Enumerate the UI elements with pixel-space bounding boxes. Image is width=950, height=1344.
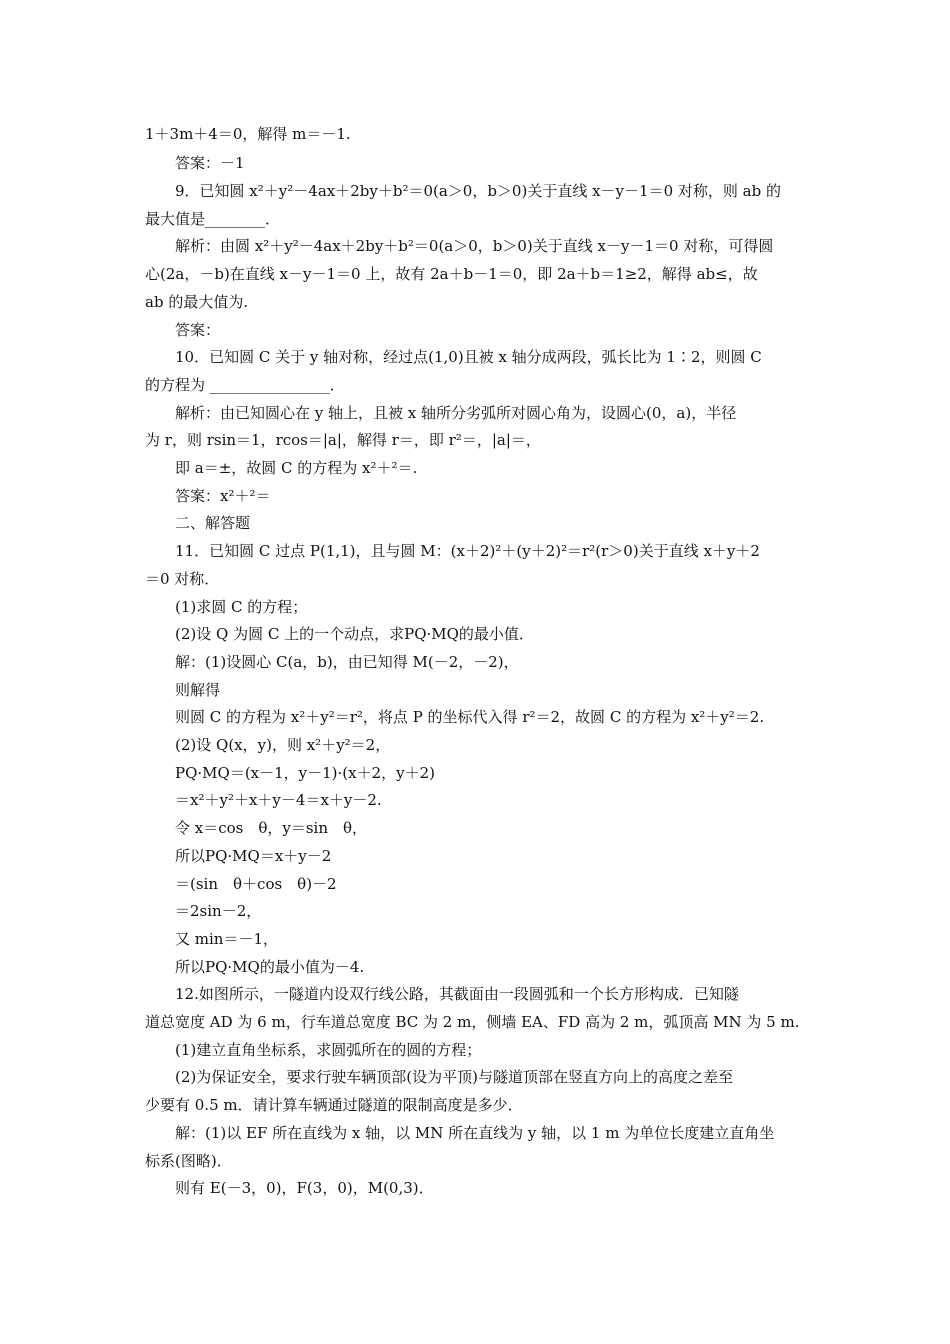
text-line: 答案：－1 (175, 154, 245, 172)
text-line: 心(2a，－b)在直线 x－y－1＝0 上，故有 2a＋b－1＝0，即 2a＋b＝1≥2，解得 ab≤，故 (145, 265, 758, 283)
text-line: ab 的最大值为. (145, 293, 249, 311)
text-line: (2)设 Q(x，y)，则 x²＋y²＝2， (175, 736, 391, 754)
text-line: ＝0 对称． (145, 570, 220, 588)
text-line: 10．已知圆 C 关于 y 轴对称，经过点(1,0)且被 x 轴分成两段，弧长比为 1∶2，则圆 C (175, 348, 762, 366)
section-heading: 二、解答题 (175, 514, 251, 532)
text-line: ＝x²＋y²＋x＋y－4＝x＋y－2. (175, 791, 382, 809)
text-line: 的方程为 ________________． (145, 376, 345, 394)
text-line: 所以PQ·MQ的最小值为－4. (175, 958, 365, 976)
text-line: 1＋3m＋4＝0，解得 m＝－1. (145, 125, 351, 143)
text-line: (2)设 Q 为圆 C 上的一个动点，求PQ·MQ的最小值． (175, 625, 534, 643)
text-line: 最大值是________． (145, 210, 281, 228)
text-line: 解：(1)设圆心 C(a，b)，由已知得 M(－2，－2)， (175, 653, 519, 671)
text-line: (2)为保证安全，要求行驶车辆顶部(设为平顶)与隧道顶部在竖直方向上的高度之差至 (175, 1068, 733, 1086)
text-line: 12.如图所示，一隧道内设双行线公路，其截面由一段圆弧和一个长方形构成．已知隧 (175, 985, 739, 1003)
text-line: 标系(图略)． (145, 1152, 232, 1170)
text-line: 为 r，则 rsin＝1，rcos＝|a|，解得 r＝，即 r²＝，|a|＝， (145, 431, 541, 449)
text-line: 解析：由圆 x²＋y²－4ax＋2by＋b²＝0(a＞0，b＞0)关于直线 x－y－1＝0 对称，可得圆 (175, 237, 774, 255)
text-line: 解：(1)以 EF 所在直线为 x 轴，以 MN 所在直线为 y 轴，以 1 m 为单位长度建立直角坐 (175, 1124, 775, 1142)
text-line: 又 min＝－1， (175, 930, 278, 948)
text-line: 则有 E(－3，0)，F(3，0)，M(0,3)． (175, 1179, 434, 1197)
text-line: (1)求圆 C 的方程； (175, 598, 308, 616)
text-line: 令 x＝cos θ，y＝sin θ， (175, 819, 368, 837)
text-line: 9．已知圆 x²＋y²－4ax＋2by＋b²＝0(a＞0，b＞0)关于直线 x－y－1＝0 对称，则 ab 的 (175, 182, 781, 200)
text-line: (1)建立直角坐标系，求圆弧所在的圆的方程； (175, 1041, 482, 1059)
text-line: 答案： (175, 321, 221, 339)
text-line: 则解得 (175, 681, 221, 699)
text-line: PQ·MQ＝(x－1，y－1)·(x＋2，y＋2) (175, 764, 436, 782)
text-line: 解析：由已知圆心在 y 轴上，且被 x 轴所分劣弧所对圆心角为，设圆心(0，a)，半径 (175, 404, 737, 422)
text-line: 11．已知圆 C 过点 P(1,1)，且与圆 M：(x＋2)²＋(y＋2)²＝r²(r＞0)关于直线 x＋y＋2 (175, 542, 760, 560)
text-line: 道总宽度 AD 为 6 m，行车道总宽度 BC 为 2 m，侧墙 EA、FD 高为 2 m，弧顶高 MN 为 5 m. (145, 1013, 800, 1031)
text-line: ＝(sin θ＋cos θ)－2 (175, 875, 337, 893)
text-line: 则圆 C 的方程为 x²＋y²＝r²，将点 P 的坐标代入得 r²＝2，故圆 C 的方程为 x²＋y²＝2. (175, 708, 765, 726)
text-line: 即 a＝±，故圆 C 的方程为 x²＋²＝. (175, 459, 418, 477)
text-line: 所以PQ·MQ＝x＋y－2 (175, 847, 332, 865)
text-line: 少要有 0.5 m．请计算车辆通过隧道的限制高度是多少． (145, 1096, 523, 1114)
text-line: ＝2sin－2， (175, 902, 262, 920)
text-line: 答案：x²＋²＝ (175, 487, 271, 505)
